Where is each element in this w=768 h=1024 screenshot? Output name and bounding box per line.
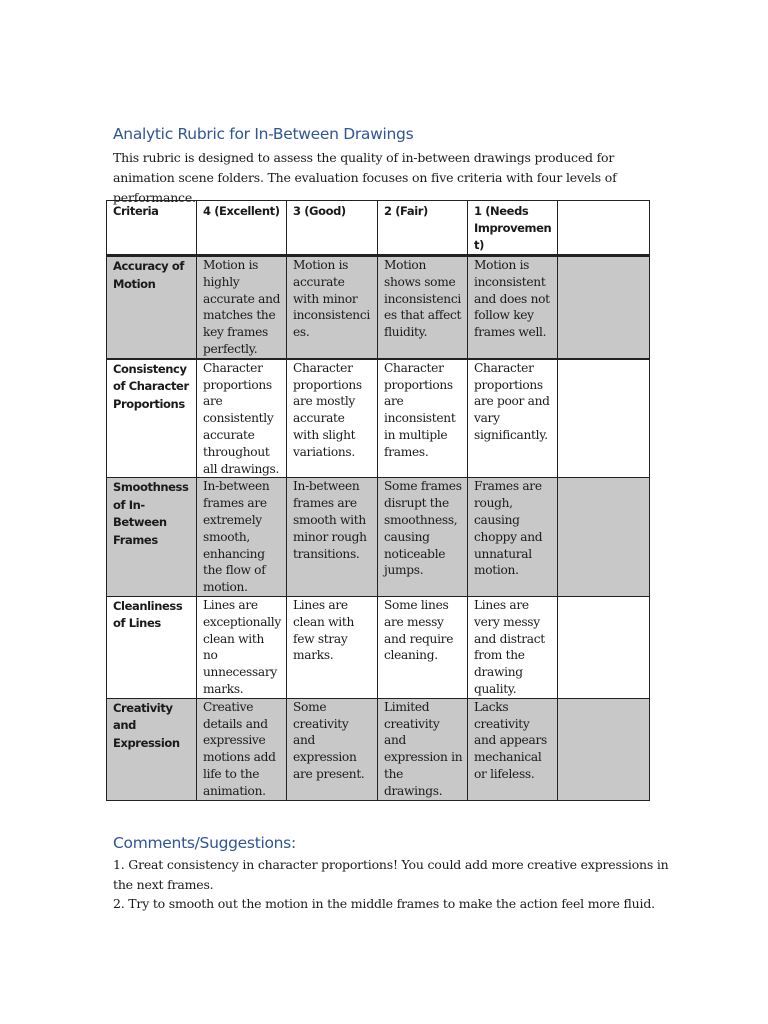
empty-cell xyxy=(558,478,650,597)
table-row xyxy=(107,256,650,359)
score-2-cell: Some lines are messy and require cleaning. xyxy=(378,596,468,698)
empty-cell xyxy=(558,256,650,359)
header-fair: 2 (Fair) xyxy=(378,201,468,256)
criterion-cell: Smoothness of In-Between Frames xyxy=(107,478,197,597)
empty-cell xyxy=(558,596,650,698)
criterion-cell: Accuracy of Motion xyxy=(107,256,197,359)
score-2-cell: Some frames disrupt the smoothness, causing noticeable jumps. xyxy=(378,478,468,597)
header-good: 3 (Good) xyxy=(287,201,378,256)
score-2-cell: Motion shows some inconsistencies that affect fluidity. xyxy=(378,256,468,359)
header-criteria: Criteria xyxy=(107,201,197,256)
score-4-cell: Lines are exceptionally clean with no unnecessary marks. xyxy=(197,596,287,698)
empty-cell xyxy=(558,359,650,478)
header-needs-improvement: 1 (Needs Improvement) xyxy=(468,201,558,256)
table-row xyxy=(107,359,650,478)
comments-heading: Comments/Suggestions: xyxy=(113,834,296,852)
score-4-cell: Character proportions are consistently accurate throughout all drawings. xyxy=(197,359,287,478)
score-3-cell: Character proportions are mostly accurate with slight variations. xyxy=(287,359,378,478)
table-row xyxy=(107,698,650,800)
score-4-cell: Creative details and expressive motions add life to the animation. xyxy=(197,698,287,800)
score-3-cell: Lines are clean with few stray marks. xyxy=(287,596,378,698)
comment-item: 2. Try to smooth out the motion in the middle frames to make the action feel more fluid. xyxy=(113,896,655,911)
intro-paragraph: This rubric is designed to assess the quality of in-between drawings produced for animation scene folders. The evaluation focuses on five criteria with four levels of performance. xyxy=(113,150,617,205)
table-row xyxy=(107,478,650,597)
score-1-cell: Motion is inconsistent and does not follow key frames well. xyxy=(468,256,558,359)
comment-item: 1. Great consistency in character proportions! You could add more creative expressions in the next frames. xyxy=(113,857,669,892)
score-1-cell: Lines are very messy and distract from the drawing quality. xyxy=(468,596,558,698)
header-excellent: 4 (Excellent) xyxy=(197,201,287,256)
score-4-cell: In-between frames are extremely smooth, enhancing the flow of motion. xyxy=(197,478,287,597)
criterion-cell: Cleanliness of Lines xyxy=(107,596,197,698)
score-3-cell: Some creativity and expression are present. xyxy=(287,698,378,800)
score-2-cell: Character proportions are inconsistent in multiple frames. xyxy=(378,359,468,478)
score-2-cell: Limited creativity and expression in the drawings. xyxy=(378,698,468,800)
table-row xyxy=(107,596,650,698)
empty-cell xyxy=(558,698,650,800)
criterion-cell: Creativity and Expression xyxy=(107,698,197,800)
score-1-cell: Character proportions are poor and vary significantly. xyxy=(468,359,558,478)
table-header-row xyxy=(107,201,650,256)
rubric-table xyxy=(106,200,650,801)
header-empty xyxy=(558,201,650,256)
criterion-cell: Consistency of Character Proportions xyxy=(107,359,197,478)
score-3-cell: In-between frames are smooth with minor rough transitions. xyxy=(287,478,378,597)
score-4-cell: Motion is highly accurate and matches the key frames perfectly. xyxy=(197,256,287,359)
score-3-cell: Motion is accurate with minor inconsistencies. xyxy=(287,256,378,359)
score-1-cell: Lacks creativity and appears mechanical or lifeless. xyxy=(468,698,558,800)
score-1-cell: Frames are rough, causing choppy and unnatural motion. xyxy=(468,478,558,597)
page-title: Analytic Rubric for In-Between Drawings xyxy=(113,125,414,143)
